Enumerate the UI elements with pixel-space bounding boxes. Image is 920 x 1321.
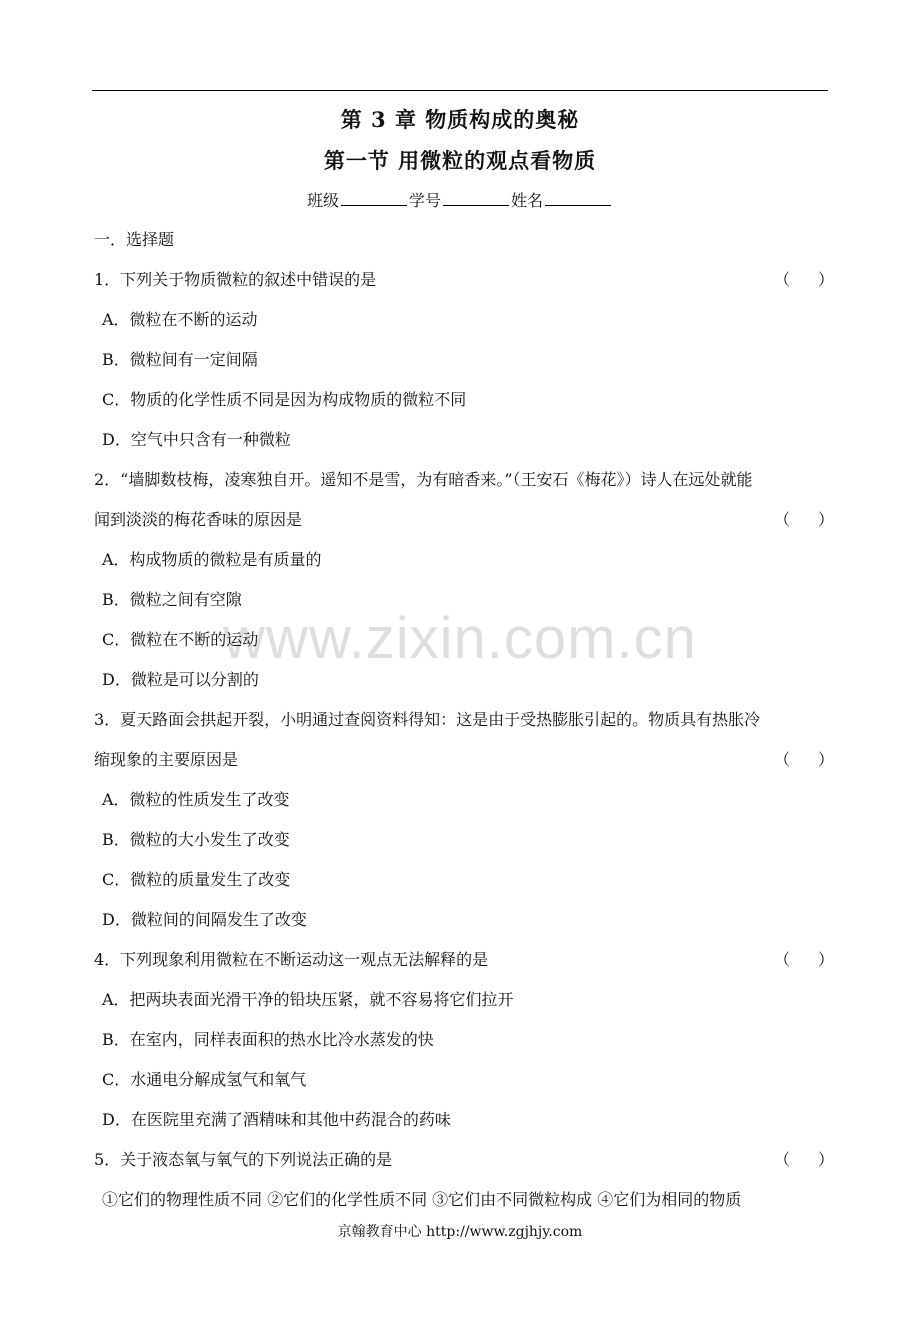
- question-1-option-c: C．物质的化学性质不同是因为构成物质的微粒不同: [102, 390, 467, 409]
- answer-paren: （）: [774, 950, 863, 969]
- question-4-option-b: B．在室内，同样表面积的热水比冷水蒸发的快: [102, 1030, 434, 1049]
- question-4-option-a: A．把两块表面光滑干净的铅块压紧，就不容易将它们拉开: [102, 990, 514, 1009]
- section-heading: 一．选择题: [94, 230, 175, 249]
- question-4-option-d: D．在医院里充满了酒精味和其他中药混合的药味: [102, 1110, 451, 1129]
- student-id-blank[interactable]: [443, 190, 509, 206]
- question-1-option-b: B．微粒间有一定间隔: [102, 350, 258, 369]
- page-footer: 京翰教育中心 http://www.zgjhjy.com: [337, 1224, 583, 1240]
- chapter-title: 第 3 章 物质构成的奥秘: [340, 107, 580, 132]
- answer-paren: （）: [774, 1150, 863, 1169]
- question-3-stem-line-1: 3．夏天路面会拱起开裂，小明通过查阅资料得知：这是由于受热膨胀引起的。物质具有热胀冷: [94, 710, 761, 729]
- question-3-stem-line-2: 缩现象的主要原因是: [94, 750, 239, 769]
- answer-paren: （）: [774, 750, 863, 769]
- question-5-stem: 5．关于液态氧与氧气的下列说法正确的是: [94, 1150, 393, 1169]
- class-label: 班级: [306, 191, 339, 210]
- student-id-label: 学号: [408, 191, 441, 210]
- question-4-option-c: C．水通电分解成氢气和氧气: [102, 1070, 307, 1089]
- student-info-row: [0, 188, 920, 211]
- class-blank[interactable]: [341, 190, 407, 206]
- name-blank[interactable]: [545, 190, 611, 206]
- question-1-option-a: A．微粒在不断的运动: [102, 310, 258, 329]
- question-5-statements: ①它们的物理性质不同 ②它们的化学性质不同 ③它们由不同微粒构成 ④它们为相同的物质: [102, 1190, 742, 1209]
- question-1-option-d: D．空气中只含有一种微粒: [102, 430, 291, 449]
- question-3-option-d: D．微粒间的间隔发生了改变: [102, 910, 307, 929]
- question-3-option-b: B．微粒的大小发生了改变: [102, 830, 290, 849]
- name-label: 姓名: [511, 191, 544, 210]
- question-1-stem: 1．下列关于物质微粒的叙述中错误的是: [94, 270, 377, 289]
- question-2-stem-line-1: 2．“墙脚数枝梅，凌寒独自开。遥知不是雪，为有暗香来。”（王安石《梅花》）诗人在远处就能: [94, 470, 753, 489]
- question-2-option-c: C．微粒在不断的运动: [102, 630, 259, 649]
- question-2-option-b: B．微粒之间有空隙: [102, 590, 242, 609]
- answer-paren: （）: [774, 510, 863, 529]
- top-rule: [92, 90, 828, 91]
- question-2-stem-line-2: 闻到淡淡的梅花香味的原因是: [94, 510, 303, 529]
- question-4-stem: 4．下列现象利用微粒在不断运动这一观点无法解释的是: [94, 950, 489, 969]
- question-2-option-d: D．微粒是可以分割的: [102, 670, 259, 689]
- question-2-option-a: A．构成物质的微粒是有质量的: [102, 550, 322, 569]
- question-3-option-a: A．微粒的性质发生了改变: [102, 790, 290, 809]
- answer-paren: （）: [774, 270, 863, 289]
- question-3-option-c: C．微粒的质量发生了改变: [102, 870, 291, 889]
- section-title: 第一节 用微粒的观点看物质: [323, 148, 597, 173]
- watermark: www.zixin.com.cn: [223, 606, 697, 671]
